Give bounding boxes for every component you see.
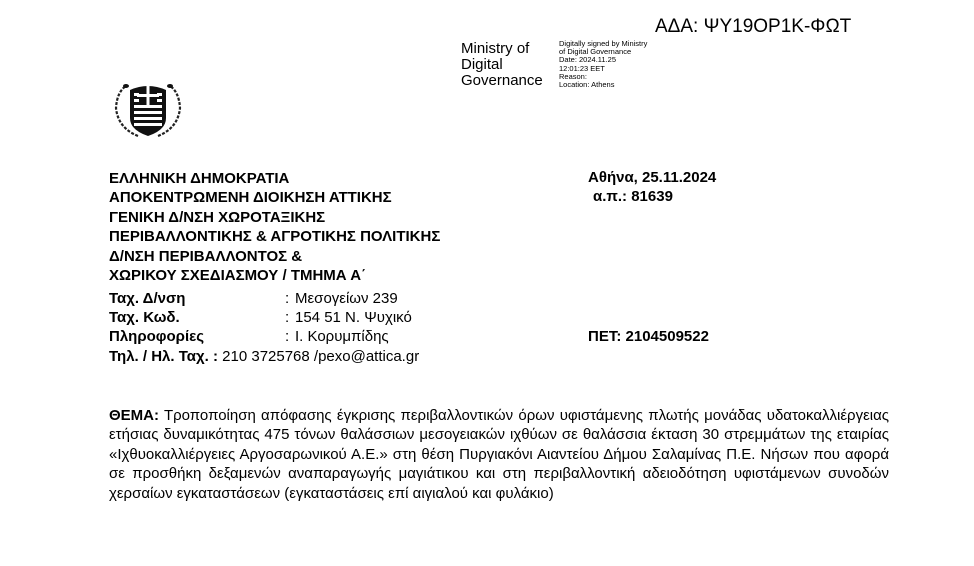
protocol-number: α.π.: 81639 [593, 188, 673, 205]
pet-number: ΠΕΤ: 2104509522 [588, 328, 709, 345]
ministry-line: Governance [461, 72, 543, 89]
phone-row [109, 348, 419, 365]
colon: : [285, 290, 290, 307]
info-value: Ι. Κορυμπίδης [295, 328, 389, 345]
address-row [109, 290, 398, 307]
postal-value: 154 51 Ν. Ψυχικό [295, 309, 412, 326]
ministry-line: Ministry of [461, 40, 530, 57]
header-line: ΕΛΛΗΝΙΚΗ ΔΗΜΟΚΡΑΤΙΑ [109, 170, 290, 187]
header-line: Δ/ΝΣΗ ΠΕΡΙΒΑΛΛΟΝΤΟΣ & [109, 247, 303, 265]
signature-detail-line: Location: Athens [559, 80, 615, 90]
signature-detail-line: 12:01:23 EET [559, 63, 605, 73]
subject-text: Τροποποίηση απόφασης έγκρισης περιβαλλοντικών όρων υφιστάμενης πλωτής μονάδας υδατοκαλλιέργειας ετήσιας δυναμικότητας 475 τόνων θαλάσσιων μεσογειακών ιχθύων σε θαλάσσια έκταση 30 στρεμμάτων της εταιρίας «Ιχθυοκαλλιέργειες Αργοσαρωνικού Α.Ε.» στη θέση Πυργιακόνι Αιαντείου Δήμου Σαλαμίνας Π.Ε. Νήσων που αφορά σε προσθήκη δεξαμενών αναπαραγωγής μαγιάτικου και στη περιβαλλοντική αδειοδότηση υφιστάμενων συνοδών χερσαίων εγκαταστάσεων (εγκαταστάσεις επί αιγιαλού και φυλάκιο) [109, 407, 889, 502]
header-line: ΓΕΝΙΚΗ Δ/ΝΣΗ ΧΩΡΟΤΑΞΙΚΗΣ [109, 208, 326, 226]
header-line: ΑΠΟΚΕΝΤΡΩΜΕΝΗ ΔΙΟΙΚΗΣΗ ΑΤΤΙΚΗΣ [109, 189, 392, 207]
info-label: Πληροφορίες [109, 328, 205, 345]
document-date: Αθήνα, 25.11.2024 [588, 169, 717, 186]
address-value: Μεσογείων 239 [295, 290, 398, 307]
colon: : [285, 309, 290, 326]
postal-row [109, 309, 412, 326]
signature-detail-line: of Digital Governance [559, 47, 632, 57]
signature-detail-line: Date: 2024.11.25 [559, 55, 616, 65]
info-row [109, 328, 389, 345]
postal-label: Ταχ. Κωδ. [109, 309, 180, 326]
ministry-line: Digital [461, 56, 503, 73]
signature-ministry [461, 41, 543, 89]
ada-code: ΑΔΑ: ΨΥ19ΟΡ1Κ-ΦΩΤ [655, 16, 852, 37]
colon: : [285, 328, 290, 345]
subject-paragraph [109, 406, 889, 503]
greek-emblem-icon [108, 78, 188, 142]
signature-detail-line: Digitally signed by Ministry [559, 39, 648, 48]
signature-detail-line: Reason: [559, 71, 587, 81]
header-line: ΧΩΡΙΚΟΥ ΣΧΕΔΙΑΣΜΟΥ / ΤΜΗΜΑ Α΄ [109, 267, 367, 285]
subject-label: ΘΕΜΑ: [109, 407, 159, 424]
phone-email-value: 210 3725768 /pexo@attica.gr [217, 348, 420, 365]
issuing-authority [109, 169, 440, 285]
header-line: ΠΕΡΙΒΑΛΛΟΝΤΙΚΗΣ & ΑΓΡΟΤΙΚΗΣ ΠΟΛΙΤΙΚΗΣ [109, 228, 441, 246]
signature-details [559, 40, 647, 89]
address-label: Ταχ. Δ/νση [109, 290, 186, 307]
phone-label: Τηλ. / Ηλ. Ταχ. : [109, 348, 218, 365]
